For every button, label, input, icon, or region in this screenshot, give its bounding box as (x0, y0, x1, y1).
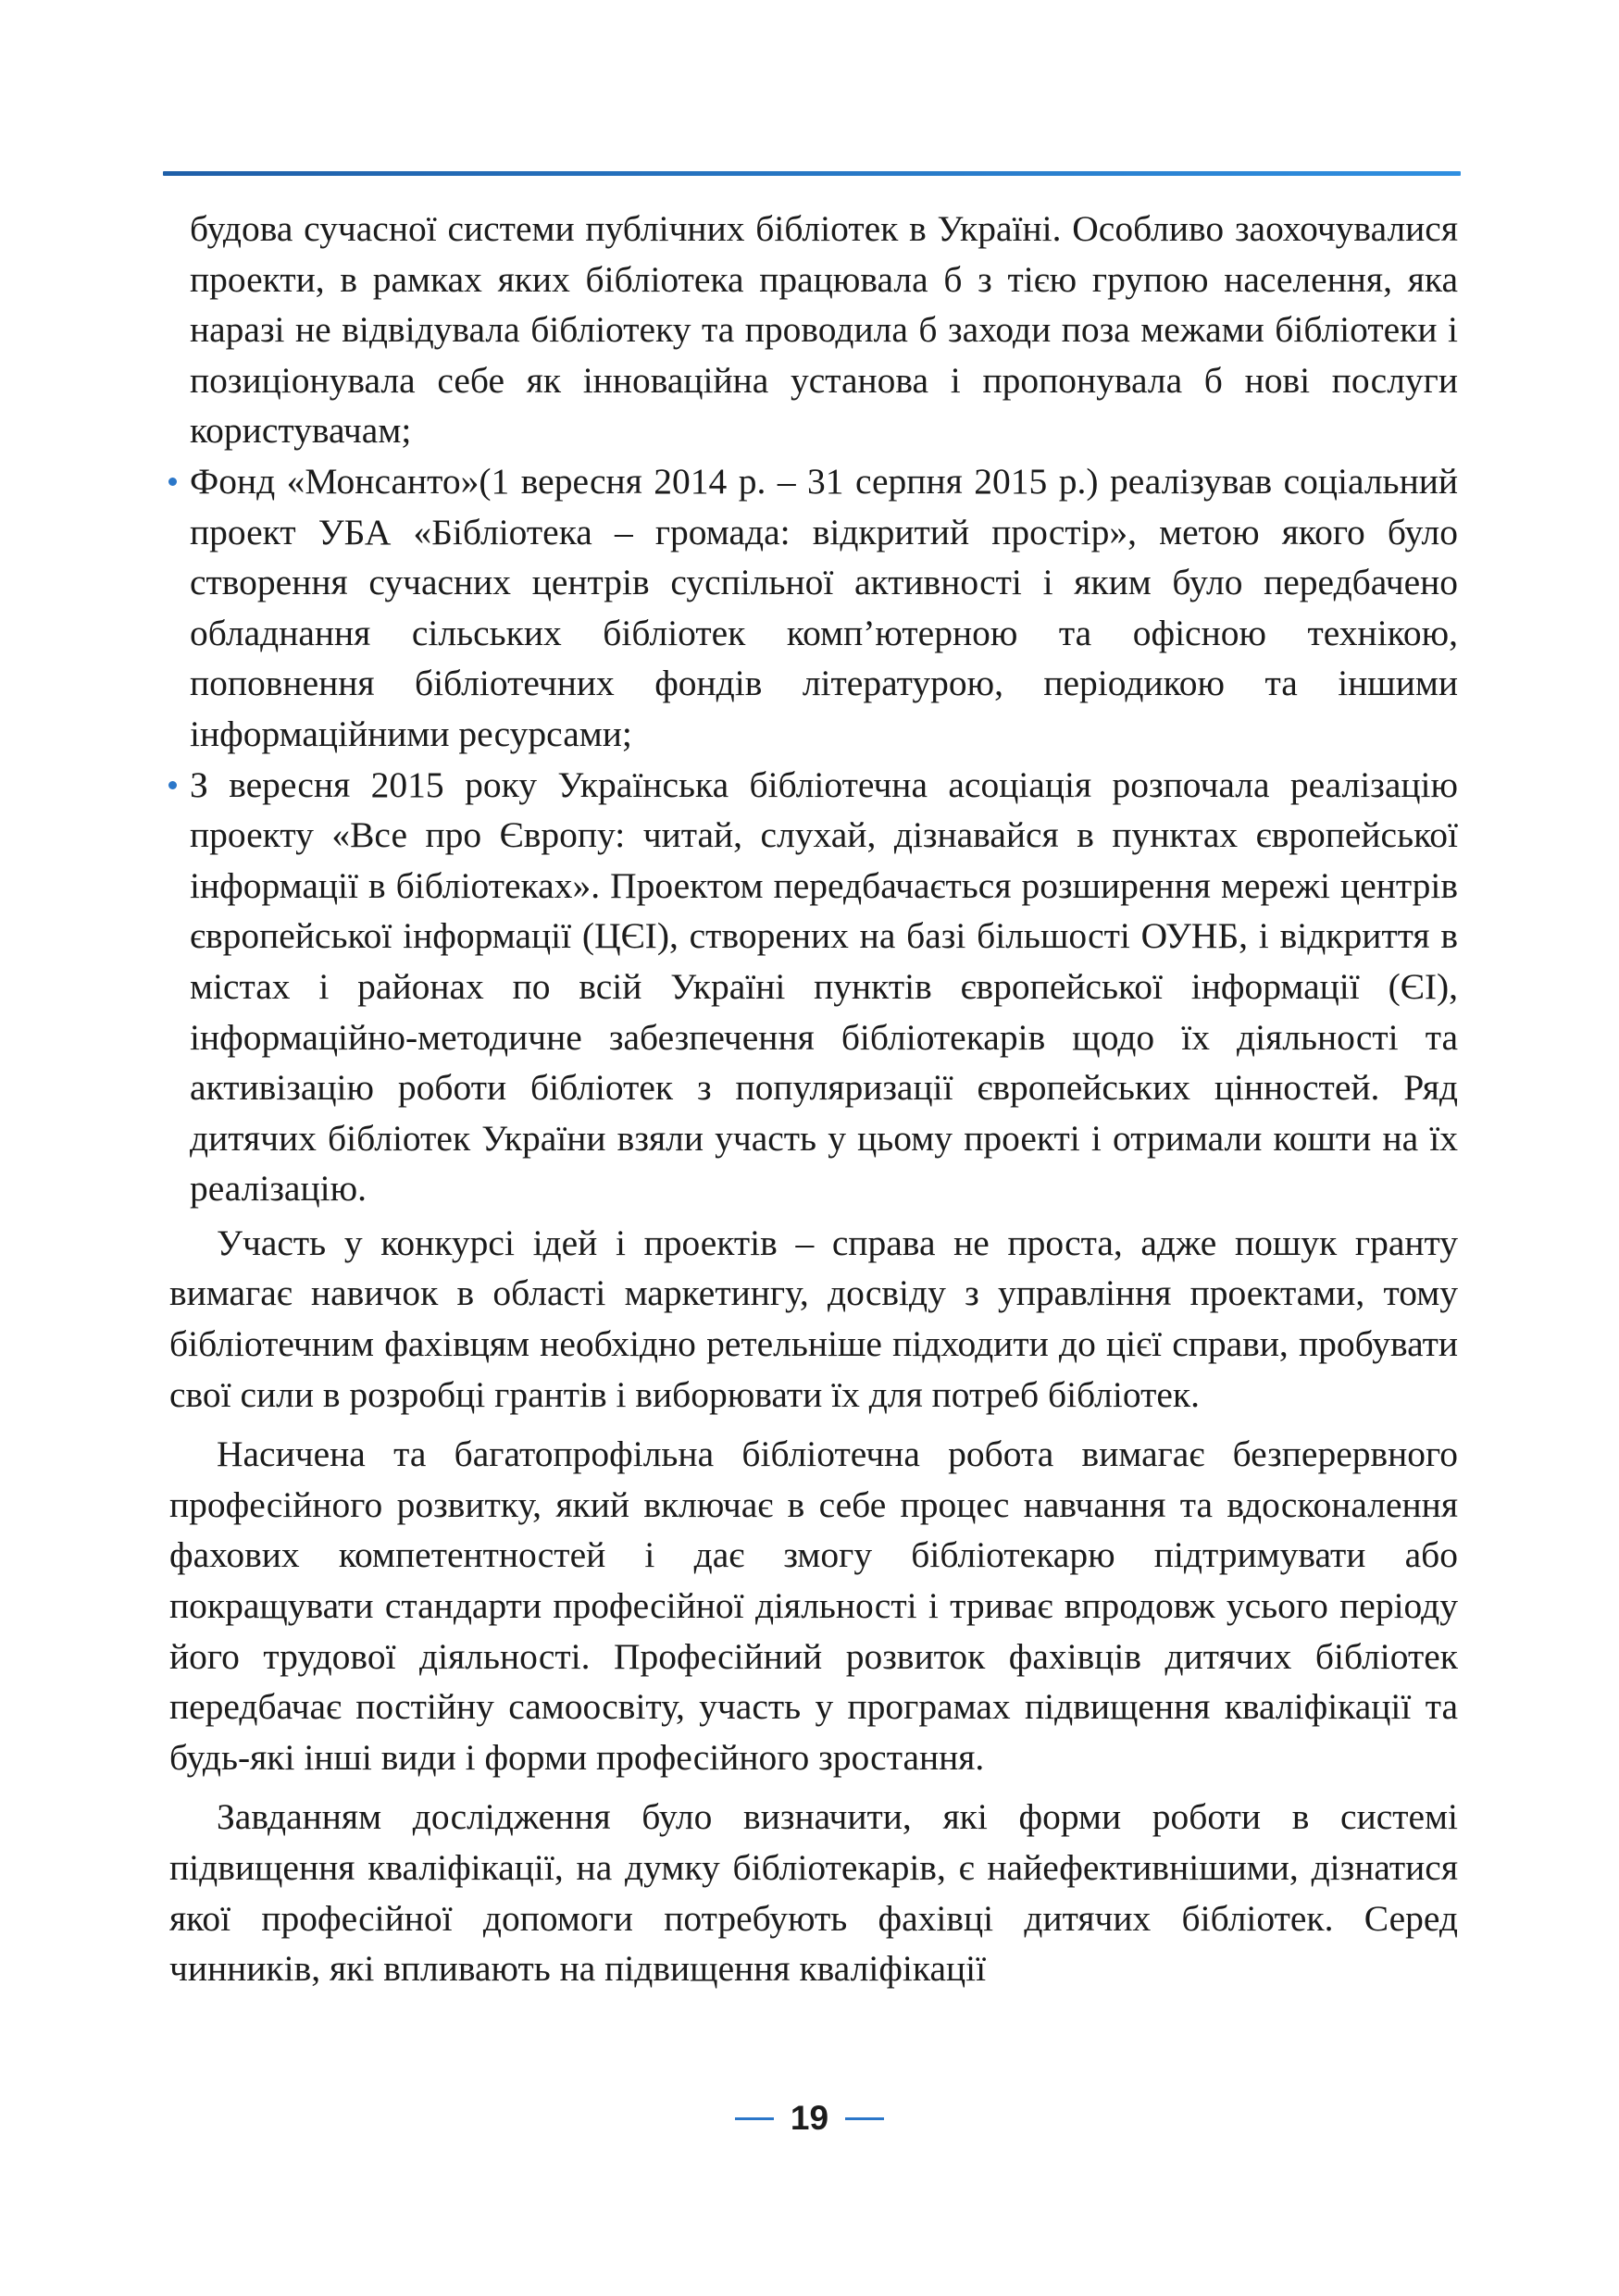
bullet-icon (168, 781, 177, 789)
continuation-paragraph: будова сучасної системи публічних бібліотек в Україні. Особливо заохочувалися проекти, в рамках яких бібліотека працювала б з тією групою населення, яка наразі не відвідувала бібліотеку та проводила б заходи поза межами бібліотеки і позиціонувала себе як інноваційна установа і пропонувала б нові послуги користувачам; (190, 208, 1458, 452)
bullet-icon (168, 478, 177, 486)
footer-line-left (735, 2117, 774, 2120)
bullet-item-monsanto (169, 456, 1458, 760)
page-number: 19 (790, 2099, 829, 2137)
page-footer (0, 2095, 1619, 2141)
paragraph-grants: Участь у конкурсі ідей і проектів – справа не проста, адже пошук гранту вимагає навичок в області маркетингу, досвіду з управління проектами, тому бібліотечним фахівцям необхідно ретельніше підходити до цієї справи, пробувати свої сили в розробці грантів і виборювати їх для потреб бібліотек. (169, 1222, 1458, 1415)
bullet-text: Фонд «Монсанто»(1 вересня 2014 р. – 31 серпня 2015 р.) реалізував соціальний проект УБА «Бібліотека – громада: відкритий простір», метою якого було створення сучасних центрів суспільної активності і яким було передбачено обладнання сільських бібліотек комп’ютерною та офісною технікою, поповнення бібліотечних фондів літературою, періодикою та іншими інформаційними ресурсами; (190, 460, 1458, 754)
paragraph-research-goal: Завданням дослідження було визначити, які форми роботи в системі підвищення кваліфікації, на думку бібліотекарів, є найефективнішими, дізнатися якої професійної допомоги потребують фахівці дитячих бібліотек. Серед чинників, які впливають на підвищення кваліфікації (169, 1796, 1458, 1990)
footer-line-right (845, 2117, 884, 2120)
bullet-text: З вересня 2015 року Українська бібліотечна асоціація розпочала реалізацію проекту «Все про Європу: читай, слухай, дізнавайся в пунктах європейської інформації в бібліотеках». Проектом передбачається розширення мережі центрів європейської інформації (ЦЄІ), створених на базі більшості ОУНБ, і відкриття в містах і районах по всій Україні пунктів європейської інформації (ЄІ), інформаційно-методичне забезпечення бібліотекарів щодо їх діяльності та активізацію роботи бібліотек з популяризації європейських цінностей. Ряд дитячих бібліотек України взяли участь у цьому проекті і отримали кошти на їх реалізацію. (190, 763, 1458, 1210)
page-body (169, 204, 1458, 1994)
paragraph-professional-development: Насичена та багатопрофільна бібліотечна робота вимагає безперервного професійного розвитку, який включає в себе процес навчання та вдосконалення фахових компетентностей і дає змогу бібліотекарю підтримувати або покращувати стандарти професійної діяльності і триває впродовж усього періоду його трудової діяльності. Професійний розвиток фахівців дитячих бібліотек передбачає постійну самоосвіту, участь у програмах підвищення кваліфікації та будь-які інші види і форми професійного зростання. (169, 1433, 1458, 1778)
bullet-item-europe (169, 760, 1458, 1214)
header-rule (163, 171, 1461, 176)
